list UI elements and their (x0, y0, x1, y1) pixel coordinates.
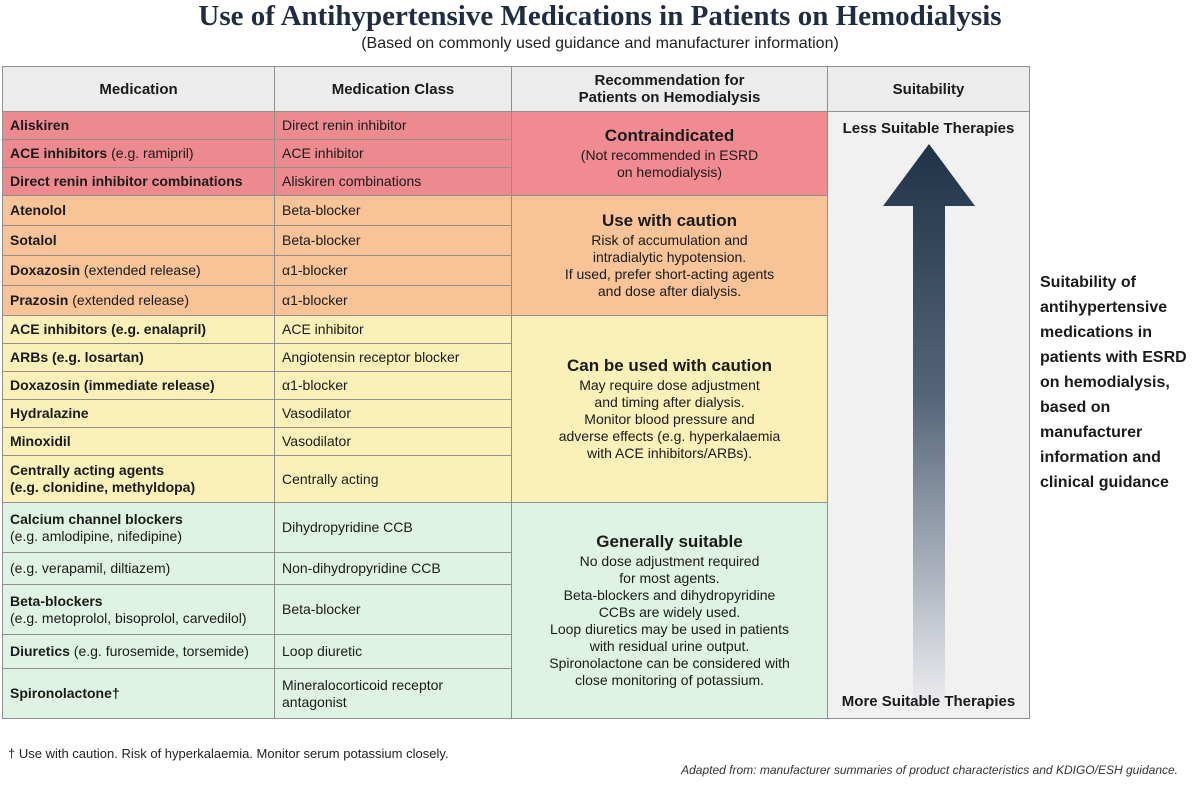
side-note-line: medications in (1040, 324, 1153, 341)
recommendation-line: Loop diuretics may be used in patients (550, 620, 789, 637)
class-cell: Beta-blocker (275, 196, 512, 226)
recommendation-can-be-used-with-caution (512, 316, 828, 503)
medication-name: Doxazosin (immediate release) (10, 377, 215, 393)
medication-example: (e.g. amlodipine, nifedipine) (10, 527, 182, 544)
medication-example: (e.g. furosemide, torsemide) (69, 643, 249, 659)
class-cell: Centrally acting (275, 456, 512, 503)
footnote: † Use with caution. Risk of hyperkalaemia. Monitor serum potassium closely. (8, 746, 449, 761)
header-suitability: Suitability (828, 67, 1030, 112)
recommendation-use-with-caution (512, 196, 828, 316)
medication-cell (3, 372, 275, 400)
recommendation-line: Beta-blockers and dihydropyridine (563, 586, 776, 603)
medication-cell (3, 553, 275, 585)
medication-cell (3, 503, 275, 553)
class-cell: ACE inhibitor (275, 316, 512, 344)
medication-cell (3, 226, 275, 256)
medication-name: Diuretics (10, 643, 70, 659)
medication-cell (3, 112, 275, 140)
medication-name: Spironolactone† (10, 685, 120, 701)
medication-cell (3, 585, 275, 635)
medication-cell (3, 344, 275, 372)
recommendation-head: Use with caution (601, 210, 738, 230)
medication-name: Sotalol (10, 232, 57, 248)
recommendation-line: Spironolactone can be considered with (549, 654, 790, 671)
medication-name: Atenolol (10, 202, 66, 218)
recommendation-generally-suitable (512, 503, 828, 719)
class-cell: Angiotensin receptor blocker (275, 344, 512, 372)
recommendation-line: adverse effects (e.g. hyperkalaemia (558, 427, 781, 444)
medication-cell (3, 669, 275, 719)
recommendation-head: Can be used with caution (567, 355, 772, 375)
class-line: antagonist (282, 693, 347, 710)
recommendation-line: with ACE inhibitors/ARBs). (587, 444, 752, 461)
class-cell: Vasodilator (275, 428, 512, 456)
medication-example: (extended release) (68, 292, 189, 308)
less-suitable-label: Less Suitable Therapies (842, 120, 1015, 137)
header-class: Medication Class (275, 67, 512, 112)
medication-cell (3, 256, 275, 286)
medication-name: Direct renin inhibitor combinations (10, 173, 243, 189)
medication-cell (3, 286, 275, 316)
recommendation-line: with residual urine output. (589, 637, 750, 654)
class-cell: α1-blocker (275, 286, 512, 316)
medication-cell (3, 140, 275, 168)
suitability-arrow-icon (883, 144, 975, 704)
recommendation-head: Generally suitable (596, 531, 743, 551)
table-row (3, 112, 1030, 140)
recommendation-line: (Not recommended in ESRD (580, 146, 759, 163)
header-recommendation-line1: Recommendation for (594, 72, 745, 89)
recommendation-line: on hemodialysis) (616, 163, 723, 180)
class-cell: α1-blocker (275, 256, 512, 286)
side-note-line: patients with ESRD (1040, 349, 1187, 366)
side-note-line: manufacturer (1040, 424, 1143, 441)
class-cell: Aliskiren combinations (275, 168, 512, 196)
header-medication: Medication (3, 67, 275, 112)
medication-cell (3, 428, 275, 456)
recommendation-line: and timing after dialysis. (594, 393, 745, 410)
medication-cell (3, 196, 275, 226)
recommendation-line: May require dose adjustment (579, 376, 760, 393)
medication-name: ACE inhibitors (e.g. enalapril) (10, 321, 207, 337)
medication-name: ARBs (e.g. losartan) (10, 349, 144, 365)
side-note-line: information and (1040, 449, 1161, 466)
medication-cell (3, 456, 275, 503)
medication-table (2, 66, 1030, 719)
class-cell: Beta-blocker (275, 585, 512, 635)
class-cell: Non-dihydropyridine CCB (275, 553, 512, 585)
medication-cell (3, 635, 275, 669)
medication-name: Minoxidil (10, 433, 71, 449)
medication-name: Calcium channel blockers (10, 510, 183, 527)
suitability-side-note (1040, 270, 1200, 495)
more-suitable-label: More Suitable Therapies (841, 693, 1016, 710)
medication-name: Aliskiren (10, 117, 70, 133)
page-subtitle: (Based on commonly used guidance and manufacturer information) (361, 35, 839, 52)
side-note-line: on hemodialysis, (1040, 374, 1170, 391)
medication-example: (e.g. clonidine, methyldopa) (10, 479, 196, 495)
medication-example: (e.g. verapamil, diltiazem) (10, 560, 171, 576)
recommendation-line: No dose adjustment required (579, 552, 760, 569)
header-recommendation-line2: Patients on Hemodialysis (578, 89, 761, 106)
recommendation-line: intradialytic hypotension. (592, 248, 747, 265)
medication-name: Prazosin (10, 292, 69, 308)
recommendation-line: for most agents. (619, 569, 720, 586)
recommendation-line: and dose after dialysis. (597, 282, 742, 299)
side-note-line: Suitability of (1040, 274, 1136, 291)
side-note-line: clinical guidance (1040, 474, 1169, 491)
class-cell: Loop diuretic (275, 635, 512, 669)
class-cell: ACE inhibitor (275, 140, 512, 168)
side-note-line: antihypertensive (1040, 299, 1168, 316)
suitability-column (828, 112, 1030, 719)
medication-example: (extended release) (80, 262, 201, 278)
medication-name: ACE inhibitors (10, 145, 108, 161)
class-cell (275, 669, 512, 719)
medication-cell (3, 400, 275, 428)
class-cell: Dihydropyridine CCB (275, 503, 512, 553)
medication-name: Centrally acting agents (10, 462, 165, 478)
class-cell: Beta-blocker (275, 226, 512, 256)
recommendation-line: Monitor blood pressure and (584, 410, 755, 427)
class-cell: Direct renin inhibitor (275, 112, 512, 140)
recommendation-line: If used, prefer short-acting agents (564, 265, 775, 282)
recommendation-head: Contraindicated (604, 125, 735, 145)
recommendation-contraindicated (512, 112, 828, 196)
class-line: Mineralocorticoid receptor (282, 676, 444, 693)
class-cell: α1-blocker (275, 372, 512, 400)
medication-cell (3, 316, 275, 344)
medication-name: Beta-blockers (10, 592, 103, 609)
medication-cell (3, 168, 275, 196)
class-cell: Vasodilator (275, 400, 512, 428)
table-header-row (3, 67, 1030, 112)
medication-name: Doxazosin (10, 262, 81, 278)
recommendation-line: Risk of accumulation and (591, 231, 748, 248)
page-title: Use of Antihypertensive Medications in Patients on Hemodialysis (198, 0, 1002, 32)
medication-example: (e.g. metoprolol, bisoprolol, carvedilol) (10, 609, 247, 626)
side-note-line: based on (1040, 399, 1111, 416)
source-note: Adapted from: manufacturer summaries of product characteristics and KDIGO/ESH guidance. (681, 763, 1178, 777)
recommendation-line: close monitoring of potassium. (574, 671, 765, 688)
medication-name: Hydralazine (10, 405, 89, 421)
recommendation-line: CCBs are widely used. (598, 603, 741, 620)
medication-example: (e.g. ramipril) (107, 145, 194, 161)
header-recommendation (512, 67, 828, 112)
